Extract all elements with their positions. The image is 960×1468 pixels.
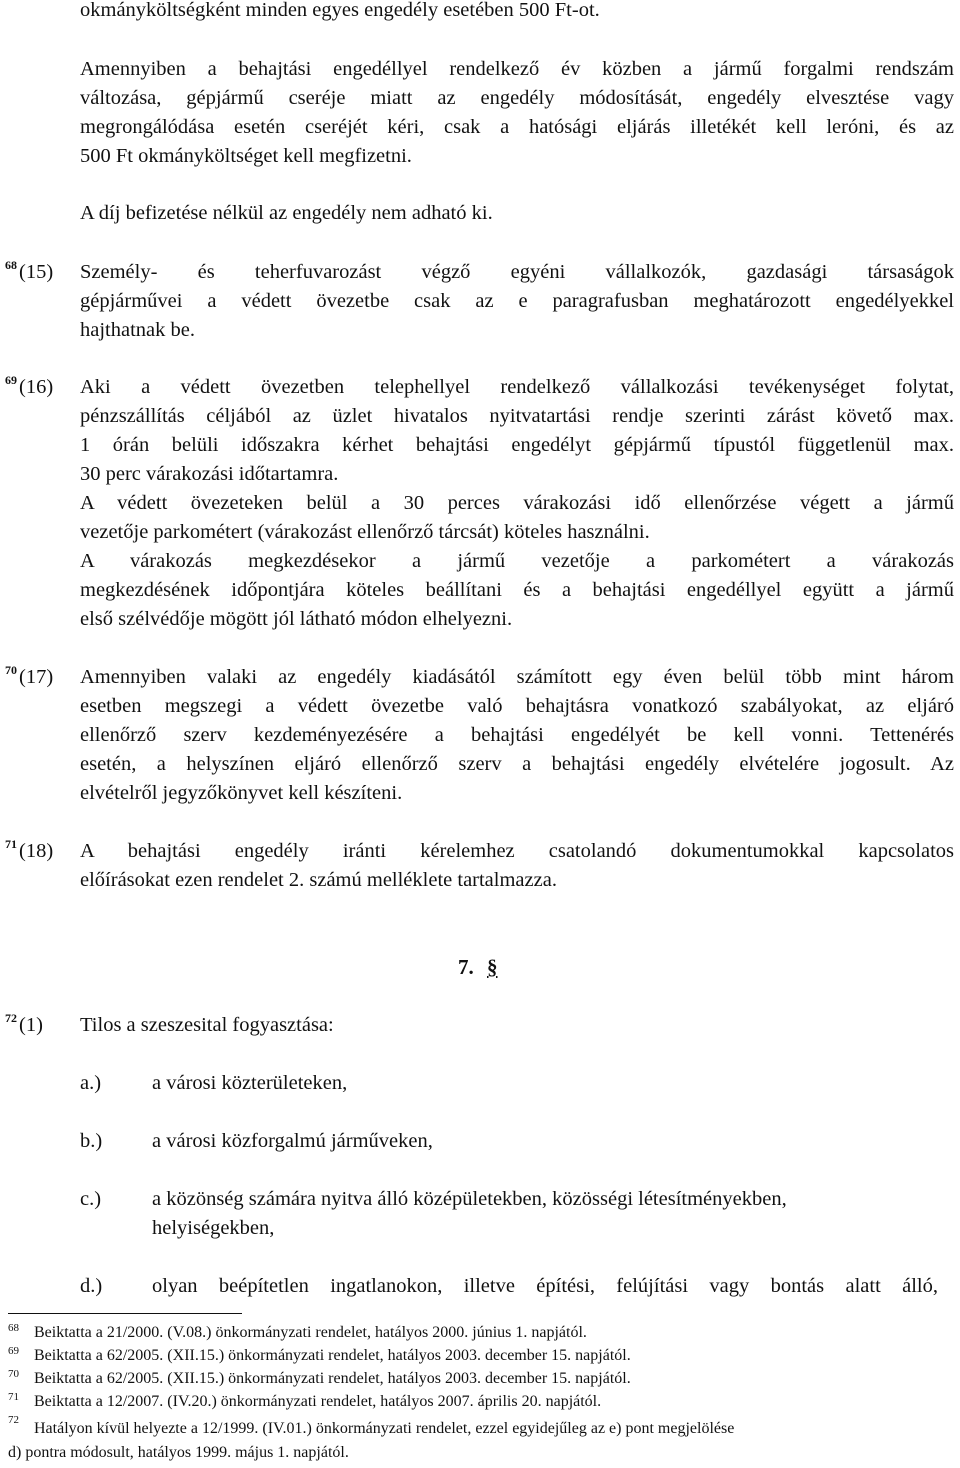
footnote-text: Beiktatta a 62/2005. (XII.15.) önkormányzati rendelet, hatályos 2003. december 15. napjától. <box>34 1370 631 1387</box>
list-item-text: a városi közforgalmú járműveken, <box>152 1130 433 1152</box>
section-heading <box>458 953 498 981</box>
footnote-ref[interactable]: 69 <box>5 373 17 387</box>
intro-paragraph-line: változása, gépjármű cseréje miatt az engedély módosítását, engedély elvesztése vagy <box>80 87 954 109</box>
paragraph-line: pénzszállítás céljából az üzlet hivatalos nyitvatartási rendje szerinti zárást követő max. <box>80 405 954 427</box>
paragraph-line: 1 órán belüli időszakra kérhet behajtási engedélyt gépjármű típustól függetlenül max. <box>80 434 954 456</box>
intro-paragraph-line: megrongálódása esetén cseréjét kéri, csak a hatósági eljárás illetékét kell leróni, és az <box>80 116 954 138</box>
footnote-text: Beiktatta a 12/2007. (IV.20.) önkormányzati rendelet, hatályos 2007. április 20. napjától. <box>34 1393 602 1410</box>
list-item-text: olyan beépítetlen ingatlanokon, illetve építési, felújítási vagy bontás alatt álló, <box>152 1275 938 1297</box>
footnote-number: 70 <box>8 1368 19 1380</box>
footnote-separator <box>8 1313 242 1314</box>
footnote-ref[interactable]: 68 <box>5 258 17 272</box>
paragraph-line: 30 perc várakozási időtartamra. <box>80 463 339 485</box>
paragraph-number: (15) <box>19 261 54 283</box>
paragraph-line: A várakozás megkezdésekor a jármű vezetője a parkométert a várakozás <box>80 550 954 572</box>
paragraph-line: Amennyiben valaki az engedély kiadásától számított egy éven belül több mint három <box>80 666 954 688</box>
paragraph-line: megkezdésének időpontjára köteles beállítani és a behajtási engedéllyel együtt a jármű <box>80 579 954 601</box>
footnote-ref[interactable]: 72 <box>5 1011 17 1025</box>
section-symbol: § <box>487 955 498 979</box>
paragraph-line: Aki a védett övezetben telephellyel rendelkező vállalkozási tevékenységet folytat, <box>80 376 954 398</box>
paragraph-line: elvételről jegyzőkönyvet kell készíteni. <box>80 782 403 804</box>
paragraph-line: vezetője parkométert (várakozást ellenőrző tárcsát) köteles használni. <box>80 521 650 543</box>
footnote-text-continuation: d) pontra módosult, hatályos 1999. május 1. napjától. <box>8 1444 349 1461</box>
paragraph-number: (16) <box>19 376 54 398</box>
footnote-number: 72 <box>8 1414 19 1426</box>
paragraph-line: gépjárművei a védett övezetbe csak az e paragrafusban meghatározott engedélyekkel <box>80 290 954 312</box>
footnote-text: Hatályon kívül helyezte a 12/1999. (IV.01.) önkormányzati rendelet, ezzel egyidejűleg az e) pont megjelölése <box>34 1420 735 1437</box>
footnote-text: Beiktatta a 62/2005. (XII.15.) önkormányzati rendelet, hatályos 2003. december 15. napjától. <box>34 1347 631 1364</box>
list-item-label: d.) <box>80 1275 103 1297</box>
footnote-ref[interactable]: 71 <box>5 837 17 851</box>
footnote-text: Beiktatta a 21/2000. (V.08.) önkormányzati rendelet, hatályos 2000. június 1. napjától. <box>34 1324 587 1341</box>
paragraph-number: (18) <box>19 840 54 862</box>
paragraph-line: hajthatnak be. <box>80 319 195 341</box>
list-item-text: helyiségekben, <box>152 1217 275 1239</box>
paragraph-line: első szélvédője mögött jól látható módon elhelyezni. <box>80 608 513 630</box>
paragraph-line: előírásokat ezen rendelet 2. számú melléklete tartalmazza. <box>80 869 557 891</box>
paragraph-line: esetén, a helyszínen eljáró ellenőrző szerv a behajtási engedély elvételére jogosult. Az <box>80 753 954 775</box>
section-number: 7. <box>458 955 474 979</box>
paragraph-number: (1) <box>19 1014 43 1036</box>
list-item-label: c.) <box>80 1188 102 1210</box>
paragraph-line: Személy- és teherfuvarozást végző egyéni vállalkozók, gazdasági társaságok <box>80 261 954 283</box>
paragraph-line: ellenőrző szerv kezdeményezésére a behajtási engedélyét be kell vonni. Tettenérés <box>80 724 954 746</box>
list-item-text: a városi közterületeken, <box>152 1072 348 1094</box>
intro-fee-note: A díj befizetése nélkül az engedély nem adható ki. <box>80 202 493 224</box>
footnote-number: 68 <box>8 1322 19 1334</box>
footnote-number: 69 <box>8 1345 19 1357</box>
intro-line: okmányköltségként minden egyes engedély esetében 500 Ft-ot. <box>80 0 600 21</box>
paragraph-number: (17) <box>19 666 54 688</box>
paragraph-line: esetben megszegi a védett övezetbe való behajtásra vonatkozó szabályokat, az eljáró <box>80 695 954 717</box>
section-lead: Tilos a szeszesital fogyasztása: <box>80 1014 334 1036</box>
footnote-ref[interactable]: 70 <box>5 663 17 677</box>
list-item-label: b.) <box>80 1130 103 1152</box>
intro-paragraph-line: Amennyiben a behajtási engedéllyel rendelkező év közben a jármű forgalmi rendszám <box>80 58 954 80</box>
paragraph-line: A behajtási engedély iránti kérelemhez csatolandó dokumentumokkal kapcsolatos <box>80 840 954 862</box>
footnote-number: 71 <box>8 1391 19 1403</box>
paragraph-line: A védett övezeteken belül a 30 perces várakozási idő ellenőrzése végett a jármű <box>80 492 954 514</box>
intro-paragraph-line: 500 Ft okmányköltséget kell megfizetni. <box>80 145 412 167</box>
list-item-label: a.) <box>80 1072 102 1094</box>
list-item-text: a közönség számára nyitva álló középületekben, közösségi létesítményekben, <box>152 1188 787 1210</box>
